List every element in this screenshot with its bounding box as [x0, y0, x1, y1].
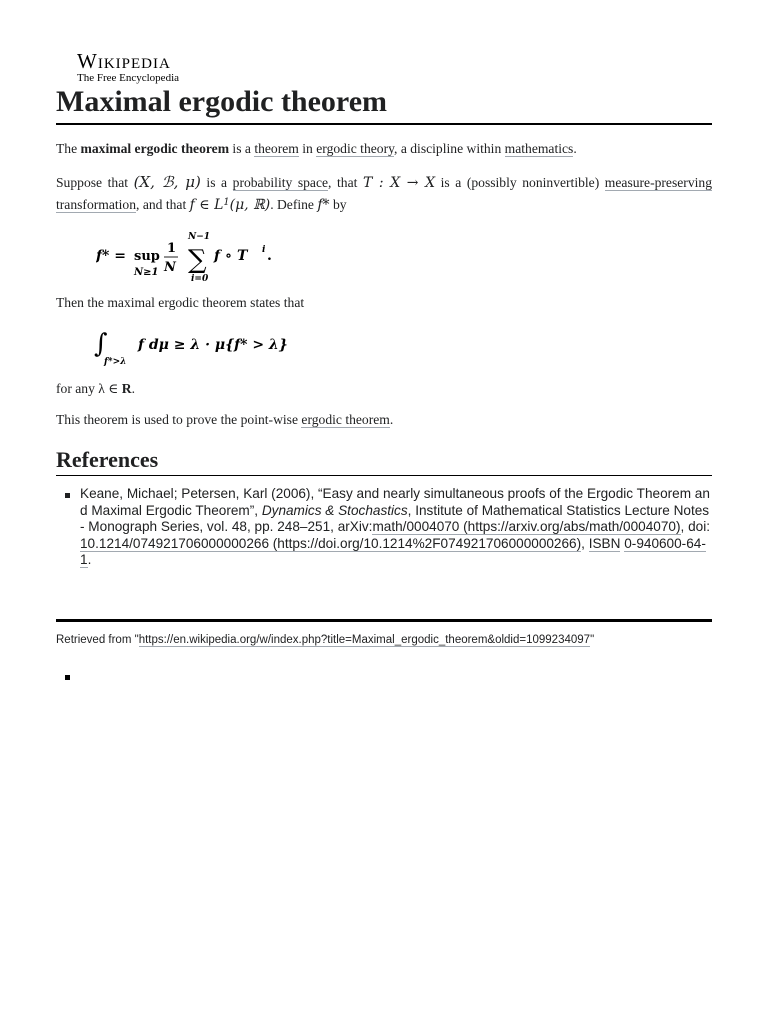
math-f: f ∈ L — [189, 197, 224, 213]
list-bullet — [65, 675, 70, 680]
text: Suppose that — [56, 175, 134, 190]
eq-body: f ∘ T — [214, 248, 248, 264]
link-isbn[interactable]: 0-940600-64-1 — [80, 535, 706, 567]
theorem-equation-svg — [92, 322, 352, 366]
link-ergodic-theory[interactable]: ergodic theory — [316, 141, 395, 156]
text: is a — [229, 141, 255, 156]
page-title: Maximal ergodic theorem — [56, 82, 712, 125]
intro-paragraph — [56, 138, 712, 159]
link-mathematics[interactable]: mathematics — [504, 141, 574, 156]
text: Keane, Michael; Petersen, Karl (2006), “Easy and nearly simultaneous proofs of the Ergodic Theorem and Maximal Ergodic Theorem”, — [80, 486, 710, 518]
link-theorem[interactable]: theorem — [254, 141, 299, 156]
text: is a (possibly noninvertible) — [435, 175, 605, 190]
journal-title: Dynamics & Stochastics — [261, 502, 408, 518]
bold-term: maximal ergodic theorem — [80, 141, 230, 156]
eq2-integral: ∫ — [94, 329, 108, 359]
then-paragraph: Then the maximal ergodic theorem states that — [56, 295, 305, 310]
text: This theorem is used to prove the point-wise — [56, 412, 302, 427]
math-superscript: 1 — [223, 196, 230, 208]
wikipedia-wordmark[interactable] — [77, 50, 179, 84]
eq2-body: f dμ ≥ λ · μ{f* > λ} — [138, 337, 288, 353]
math-transformation: T : X → X — [362, 175, 436, 191]
definition-equation — [96, 230, 356, 282]
text: , doi: — [680, 519, 710, 534]
link-probability-space[interactable]: probability space — [232, 175, 329, 190]
text: . — [87, 552, 92, 567]
eq-frac-den: N — [164, 260, 176, 275]
reference-item — [80, 486, 710, 569]
text: in — [298, 141, 317, 156]
theorem-equation — [92, 322, 352, 366]
eq2-integral-sub: f*>λ — [104, 357, 127, 366]
for-any-paragraph — [56, 378, 135, 399]
list-bullet — [65, 493, 70, 498]
eq-body-sup: i — [262, 245, 266, 255]
wordmark-title: Wikipedia — [77, 49, 171, 73]
retrieved-from — [56, 633, 712, 647]
math-f-in-L1 — [190, 197, 271, 213]
eq-sup-sub: N≥1 — [134, 267, 159, 278]
link-measure-preserving-transformation[interactable]: measure-preserving transformation — [56, 175, 712, 212]
text: for any λ ∈ — [56, 381, 122, 396]
text: . Define — [270, 197, 318, 212]
eq-end: . — [267, 248, 272, 264]
references-list — [80, 486, 710, 569]
bold-R: R — [121, 381, 132, 396]
text: . — [389, 412, 394, 427]
eq-sum-bottom: i=0 — [191, 274, 209, 282]
references-heading: References — [56, 446, 712, 476]
text: , Institute of Mathematical Statistics Lecture Notes - Monograph Series, vol. 48, pp. 248–251, arXiv: — [80, 502, 710, 534]
text: , and that — [136, 197, 190, 212]
text: Retrieved from " — [56, 634, 139, 646]
footer-divider — [56, 619, 712, 622]
definition-equation-svg — [96, 230, 356, 282]
wordmark-tagline: The Free Encyclopedia — [77, 72, 180, 84]
usage-paragraph — [56, 409, 393, 430]
eq-sum-top: N−1 — [188, 232, 211, 242]
text: , a discipline within — [394, 141, 505, 156]
text: by — [329, 197, 347, 212]
text: . — [573, 141, 577, 156]
text: The — [56, 141, 81, 156]
math-fstar: f* — [317, 197, 330, 213]
link-ergodic-theorem[interactable]: ergodic theorem — [301, 412, 390, 427]
text: . — [131, 381, 135, 396]
text: , that — [328, 175, 363, 190]
link-arxiv[interactable]: math/0004070 (https://arxiv.org/abs/math/0004070) — [372, 519, 681, 534]
math-args: (μ, ℝ) — [229, 197, 271, 213]
eq-sum-symbol: ∑ — [188, 245, 207, 275]
suppose-paragraph — [56, 172, 712, 217]
text: is a — [200, 175, 233, 190]
link-retrieved-url[interactable]: https://en.wikipedia.org/w/index.php?title=Maximal_ergodic_theorem&oldid=1099234097 — [138, 634, 591, 646]
text: , — [581, 535, 589, 551]
eq-lhs: f* = — [96, 248, 126, 264]
text: " — [590, 634, 595, 646]
math-probability-triple: (X, ℬ, μ) — [133, 173, 201, 191]
link-isbn-label[interactable]: ISBN — [588, 535, 621, 551]
link-doi[interactable]: 10.1214/074921706000000266 (https://doi.org/10.1214%2F074921706000000266) — [80, 535, 582, 551]
eq-sup: sup — [134, 249, 160, 264]
eq-frac-num: 1 — [167, 241, 177, 256]
